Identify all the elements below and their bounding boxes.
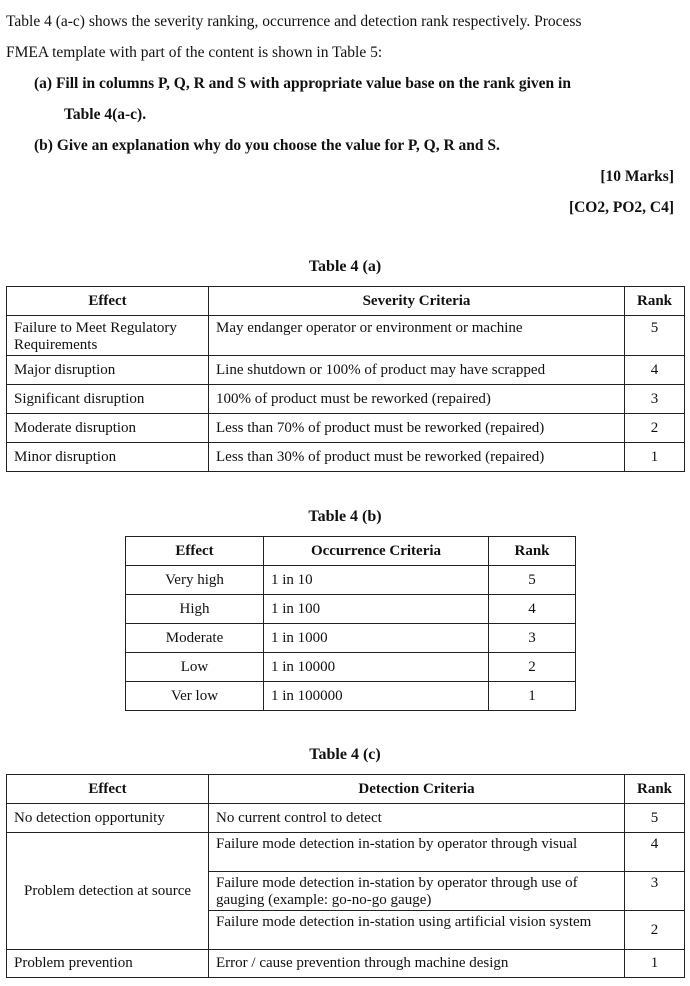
- table-cell: 3: [625, 872, 685, 911]
- table-cell: 1: [625, 443, 685, 472]
- table-cell: Less than 30% of product must be reworked (repaired): [209, 443, 625, 472]
- occurrence-table: [125, 536, 576, 711]
- table-cell: 1 in 10000: [264, 653, 489, 682]
- table-4c-caption: Table 4 (c): [309, 746, 381, 763]
- header-rank: Rank: [625, 287, 685, 316]
- table-cell: 2: [625, 911, 685, 950]
- question-text: [6, 6, 686, 223]
- table-cell: 3: [489, 624, 576, 653]
- table-cell: 5: [489, 566, 576, 595]
- table-cell: 1: [489, 682, 576, 711]
- table-cell: Moderate: [126, 624, 264, 653]
- table-cell: Failure mode detection in-station by operator through visual: [209, 833, 625, 872]
- table-cell: Failure mode detection in-station using artificial vision system: [209, 911, 625, 950]
- table-cell: 1 in 1000: [264, 624, 489, 653]
- severity-table: [6, 286, 685, 472]
- detection-table: [6, 774, 685, 978]
- intro-line-1: Table 4 (a-c) shows the severity ranking, occurrence and detection rank respectively. Process: [6, 13, 582, 30]
- header-rank: Rank: [625, 775, 685, 804]
- table-cell: Significant disruption: [7, 385, 209, 414]
- table-cell: May endanger operator or environment or machine: [209, 316, 625, 356]
- outcomes-label: [CO2, PO2, C4]: [568, 199, 674, 216]
- header-effect: Effect: [126, 537, 264, 566]
- table-cell: 5: [625, 804, 685, 833]
- question-b: (b) Give an explanation why do you choose the value for P, Q, R and S.: [34, 137, 500, 154]
- table-cell: Failure to Meet Regulatory Requirements: [7, 316, 209, 356]
- table-cell: 2: [489, 653, 576, 682]
- table-cell: Line shutdown or 100% of product may have scrapped: [209, 356, 625, 385]
- header-severity-criteria: Severity Criteria: [209, 287, 625, 316]
- table-cell: Very high: [126, 566, 264, 595]
- marks-label: [10 Marks]: [600, 168, 674, 185]
- question-a-line-1: (a) Fill in columns P, Q, R and S with appropriate value base on the rank given in: [34, 75, 571, 92]
- table-cell: Error / cause prevention through machine design: [209, 950, 625, 978]
- table-cell: No current control to detect: [209, 804, 625, 833]
- table-cell: Minor disruption: [7, 443, 209, 472]
- header-rank: Rank: [489, 537, 576, 566]
- table-cell: Less than 70% of product must be reworked (repaired): [209, 414, 625, 443]
- table-cell: Low: [126, 653, 264, 682]
- table-cell: Problem prevention: [7, 950, 209, 978]
- header-effect: Effect: [7, 287, 209, 316]
- table-cell: 1 in 100000: [264, 682, 489, 711]
- table-cell: No detection opportunity: [7, 804, 209, 833]
- table-cell: High: [126, 595, 264, 624]
- table-cell: 4: [625, 833, 685, 872]
- table-cell: 2: [625, 414, 685, 443]
- table-cell: 3: [625, 385, 685, 414]
- table-cell: Moderate disruption: [7, 414, 209, 443]
- table-4a-caption: Table 4 (a): [308, 258, 382, 275]
- table-cell: Major disruption: [7, 356, 209, 385]
- table-cell: 4: [625, 356, 685, 385]
- table-cell: 100% of product must be reworked (repaired): [209, 385, 625, 414]
- table-4b-caption: Table 4 (b): [308, 508, 382, 525]
- header-effect: Effect: [7, 775, 209, 804]
- table-cell: Failure mode detection in-station by operator through use of gauging (example: go-no-go gauge): [209, 872, 625, 911]
- table-cell: 1 in 100: [264, 595, 489, 624]
- intro-line-2: FMEA template with part of the content is shown in Table 5:: [6, 44, 383, 61]
- header-detection-criteria: Detection Criteria: [209, 775, 625, 804]
- table-cell: 5: [625, 316, 685, 356]
- header-occurrence-criteria: Occurrence Criteria: [264, 537, 489, 566]
- table-cell: 4: [489, 595, 576, 624]
- table-cell: Problem detection at source: [7, 833, 209, 950]
- table-cell: 1: [625, 950, 685, 978]
- question-a-line-2: Table 4(a-c).: [64, 106, 147, 123]
- table-cell: Ver low: [126, 682, 264, 711]
- table-cell: 1 in 10: [264, 566, 489, 595]
